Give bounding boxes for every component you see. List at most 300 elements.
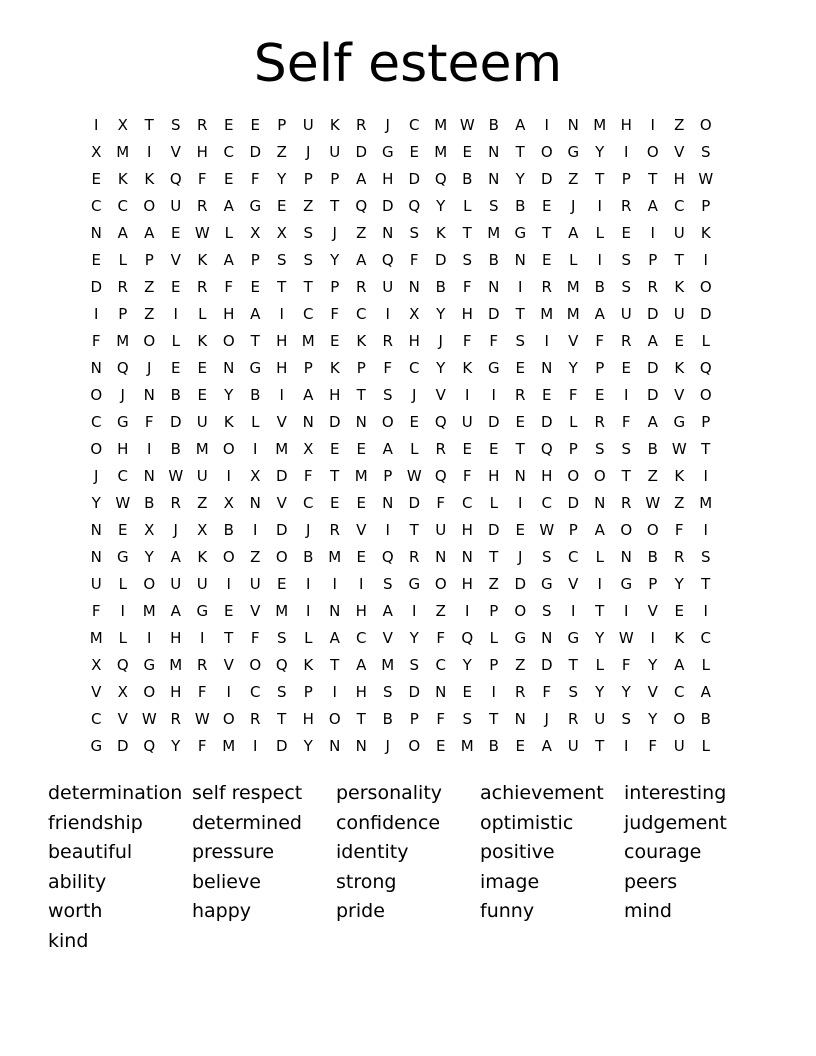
grid-letter: M	[354, 467, 368, 485]
grid-letter: I	[597, 575, 602, 593]
grid-letter: F	[462, 467, 472, 485]
grid-letter: S	[409, 224, 420, 242]
grid-letter: B	[462, 170, 473, 188]
word-list-item: worth	[48, 900, 103, 922]
grid-letter: W	[645, 494, 661, 512]
grid-letter: V	[647, 602, 658, 620]
grid-letter: Y	[224, 386, 234, 404]
grid-letter: U	[302, 116, 314, 134]
grid-row	[83, 544, 719, 571]
grid-letter: T	[356, 710, 366, 728]
word-list-item: confidence	[336, 811, 441, 834]
grid-letter: P	[118, 305, 128, 323]
grid-letter: P	[303, 683, 313, 701]
grid-letter: R	[197, 197, 208, 215]
grid-letter: Y	[595, 629, 605, 647]
grid-letter: P	[303, 359, 313, 377]
grid-letter: D	[487, 521, 500, 539]
grid-letter: K	[197, 332, 208, 350]
grid-letter: L	[595, 548, 604, 566]
grid-row	[83, 625, 719, 652]
grid-letter: T	[515, 305, 525, 323]
grid-letter: I	[703, 251, 708, 269]
grid-letter: L	[304, 629, 313, 647]
grid-letter: S	[276, 629, 287, 647]
grid-letter: D	[408, 683, 421, 701]
grid-letter: L	[224, 224, 233, 242]
grid-letter: I	[465, 602, 470, 620]
grid-letter: X	[250, 224, 261, 242]
grid-letter: E	[171, 278, 181, 296]
grid-letter: V	[568, 575, 579, 593]
grid-letter: V	[674, 386, 685, 404]
grid-letter: Q	[434, 170, 447, 188]
grid-letter: V	[356, 521, 367, 539]
grid-letter: A	[700, 683, 711, 701]
grid-letter: K	[435, 224, 446, 242]
grid-letter: N	[90, 521, 102, 539]
grid-letter: U	[382, 278, 394, 296]
grid-letter: Z	[144, 278, 155, 296]
grid-letter: U	[461, 413, 473, 431]
grid-letter: H	[355, 602, 367, 620]
grid-letter: T	[330, 467, 340, 485]
grid-letter: S	[488, 197, 499, 215]
grid-row	[83, 274, 719, 301]
grid-row	[83, 463, 719, 490]
grid-row	[83, 112, 719, 139]
word-list-item: pride	[336, 900, 385, 922]
grid-letter: A	[356, 170, 367, 188]
grid-letter: H	[170, 629, 182, 647]
grid-letter: T	[515, 143, 525, 161]
grid-letter: E	[409, 143, 419, 161]
grid-letter: L	[701, 332, 710, 350]
grid-letter: A	[223, 251, 234, 269]
grid-letter: L	[701, 656, 710, 674]
grid-letter: O	[249, 656, 262, 674]
grid-letter: G	[381, 143, 394, 161]
grid-letter: R	[382, 332, 393, 350]
grid-letter: E	[674, 602, 684, 620]
grid-letter: E	[330, 332, 340, 350]
grid-letter: M	[487, 224, 501, 242]
grid-letter: I	[518, 278, 523, 296]
grid-letter: S	[541, 548, 552, 566]
grid-letter: I	[253, 737, 258, 755]
grid-letter: D	[275, 737, 288, 755]
grid-letter: F	[648, 737, 658, 755]
grid-letter: J	[94, 467, 99, 485]
grid-letter: C	[674, 683, 685, 701]
grid-letter: D	[355, 143, 368, 161]
grid-letter: U	[170, 197, 182, 215]
grid-letter: T	[277, 278, 287, 296]
grid-letter: Z	[674, 116, 685, 134]
grid-letter: S	[621, 278, 632, 296]
grid-letter: K	[223, 413, 234, 431]
grid-letter: F	[91, 332, 101, 350]
grid-letter: D	[434, 251, 447, 269]
grid-letter: D	[646, 305, 659, 323]
grid-letter: I	[703, 521, 708, 539]
grid-letter: G	[249, 359, 262, 377]
grid-letter: Q	[381, 251, 394, 269]
grid-letter: O	[646, 143, 659, 161]
grid-letter: K	[674, 629, 685, 647]
grid-letter: I	[279, 386, 284, 404]
grid-letter: R	[435, 440, 446, 458]
grid-letter: F	[436, 629, 446, 647]
grid-letter: M	[381, 656, 395, 674]
grid-letter: N	[435, 683, 447, 701]
grid-letter: F	[489, 332, 499, 350]
word-list-item: strong	[336, 870, 397, 893]
grid-letter: B	[488, 251, 499, 269]
grid-letter: X	[117, 683, 128, 701]
grid-letter: A	[515, 116, 526, 134]
grid-letter: H	[223, 305, 235, 323]
grid-letter: Z	[674, 494, 685, 512]
grid-letter: S	[409, 656, 420, 674]
grid-letter: E	[330, 494, 340, 512]
grid-letter: O	[699, 116, 712, 134]
word-list-item: self respect	[192, 782, 303, 804]
grid-letter: S	[382, 575, 393, 593]
grid-letter: N	[488, 143, 500, 161]
grid-letter: O	[222, 332, 235, 350]
grid-letter: S	[462, 710, 473, 728]
grid-letter: K	[462, 359, 473, 377]
grid-row	[83, 382, 719, 409]
grid-letter: T	[489, 710, 499, 728]
grid-letter: I	[597, 197, 602, 215]
grid-letter: I	[544, 116, 549, 134]
grid-letter: T	[701, 440, 711, 458]
grid-letter: O	[222, 440, 235, 458]
grid-letter: Y	[91, 494, 101, 512]
grid-letter: E	[224, 602, 234, 620]
grid-letter: F	[436, 494, 446, 512]
grid-letter: H	[276, 359, 288, 377]
grid-letter: D	[381, 197, 394, 215]
grid-letter: O	[143, 575, 156, 593]
grid-letter: S	[303, 224, 314, 242]
grid-letter: N	[329, 737, 341, 755]
grid-letter: A	[674, 656, 685, 674]
grid-letter: E	[542, 251, 552, 269]
grid-letter: D	[540, 413, 553, 431]
grid-letter: P	[648, 251, 658, 269]
grid-letter: W	[459, 116, 475, 134]
grid-letter: E	[436, 737, 446, 755]
grid-letter: G	[90, 737, 103, 755]
grid-letter: Q	[540, 440, 553, 458]
grid-letter: P	[409, 710, 419, 728]
grid-letter: I	[703, 602, 708, 620]
grid-letter: F	[383, 359, 393, 377]
grid-letter: E	[515, 521, 525, 539]
grid-letter: R	[568, 710, 579, 728]
grid-letter: R	[621, 494, 632, 512]
grid-letter: O	[646, 521, 659, 539]
grid-letter: K	[117, 170, 128, 188]
grid-letter: D	[275, 521, 288, 539]
letter-grid	[83, 112, 719, 760]
grid-letter: R	[647, 278, 658, 296]
grid-letter: Q	[169, 170, 182, 188]
grid-letter: H	[302, 710, 314, 728]
grid-letter: R	[250, 710, 261, 728]
grid-letter: I	[624, 143, 629, 161]
grid-letter: O	[699, 386, 712, 404]
grid-letter: P	[383, 467, 393, 485]
grid-letter: N	[514, 467, 526, 485]
grid-letter: F	[250, 629, 260, 647]
word-list-item: funny	[480, 900, 535, 922]
grid-letter: G	[196, 602, 209, 620]
grid-letter: Y	[330, 251, 340, 269]
grid-letter: K	[700, 224, 711, 242]
grid-letter: D	[540, 656, 553, 674]
word-list-item: peers	[624, 870, 678, 893]
grid-row	[83, 166, 719, 193]
grid-letter: O	[540, 143, 553, 161]
grid-letter: T	[277, 710, 287, 728]
grid-letter: K	[197, 548, 208, 566]
grid-row	[83, 409, 719, 436]
grid-letter: Z	[568, 170, 579, 188]
grid-letter: E	[224, 170, 234, 188]
grid-letter: V	[250, 602, 261, 620]
grid-letter: N	[620, 548, 632, 566]
grid-letter: I	[279, 305, 284, 323]
grid-letter: R	[170, 710, 181, 728]
grid-letter: G	[143, 656, 156, 674]
grid-letter: A	[382, 602, 393, 620]
grid-letter: E	[197, 386, 207, 404]
grid-letter: T	[409, 521, 419, 539]
grid-letter: E	[330, 440, 340, 458]
grid-row	[83, 139, 719, 166]
grid-row	[83, 355, 719, 382]
grid-letter: X	[91, 143, 102, 161]
grid-letter: E	[542, 197, 552, 215]
grid-letter: K	[197, 251, 208, 269]
grid-letter: I	[147, 629, 152, 647]
grid-letter: X	[144, 521, 155, 539]
grid-letter: H	[620, 116, 632, 134]
grid-letter: T	[621, 467, 631, 485]
grid-letter: A	[303, 386, 314, 404]
grid-letter: G	[567, 629, 580, 647]
grid-letter: Y	[595, 143, 605, 161]
grid-letter: M	[89, 629, 103, 647]
word-list-item: judgement	[624, 811, 727, 834]
grid-letter: F	[674, 521, 684, 539]
grid-letter: X	[303, 440, 314, 458]
grid-letter: B	[223, 521, 234, 539]
grid-letter: Z	[250, 548, 261, 566]
grid-letter: Q	[143, 737, 156, 755]
grid-letter: G	[673, 413, 686, 431]
grid-letter: E	[409, 413, 419, 431]
grid-letter: E	[250, 278, 260, 296]
grid-letter: I	[306, 602, 311, 620]
grid-letter: I	[173, 305, 178, 323]
grid-letter: A	[144, 224, 155, 242]
grid-letter: V	[276, 413, 287, 431]
grid-letter: H	[276, 332, 288, 350]
grid-letter: Q	[461, 629, 474, 647]
word-list-item: pressure	[192, 841, 275, 863]
grid-letter: N	[302, 413, 314, 431]
grid-letter: V	[435, 386, 446, 404]
grid-letter: I	[253, 521, 258, 539]
grid-letter: G	[116, 548, 129, 566]
grid-letter: E	[462, 143, 472, 161]
grid-letter: R	[594, 413, 605, 431]
word-list-item: friendship	[48, 811, 143, 834]
grid-letter: K	[329, 116, 340, 134]
grid-letter: I	[571, 602, 576, 620]
grid-letter: W	[618, 629, 634, 647]
grid-letter: L	[118, 575, 127, 593]
grid-letter: L	[198, 305, 207, 323]
grid-letter: D	[408, 494, 421, 512]
grid-letter: C	[409, 116, 420, 134]
grid-letter: Z	[647, 467, 658, 485]
grid-letter: A	[356, 251, 367, 269]
grid-letter: I	[650, 224, 655, 242]
grid-letter: H	[461, 305, 473, 323]
grid-letter: N	[90, 359, 102, 377]
grid-letter: M	[195, 440, 209, 458]
grid-letter: C	[117, 197, 128, 215]
grid-letter: F	[462, 278, 472, 296]
grid-letter: C	[409, 359, 420, 377]
grid-letter: I	[306, 575, 311, 593]
grid-letter: Y	[277, 170, 287, 188]
grid-letter: C	[462, 494, 473, 512]
grid-letter: A	[647, 413, 658, 431]
grid-letter: V	[276, 494, 287, 512]
grid-row	[83, 652, 719, 679]
grid-letter: Y	[409, 629, 419, 647]
grid-letter: G	[514, 629, 527, 647]
grid-letter: I	[200, 629, 205, 647]
grid-letter: P	[489, 656, 499, 674]
grid-letter: F	[568, 386, 578, 404]
grid-row	[83, 598, 719, 625]
grid-letter: E	[542, 386, 552, 404]
grid-letter: D	[699, 305, 712, 323]
grid-letter: I	[332, 575, 337, 593]
grid-letter: N	[223, 359, 235, 377]
grid-letter: A	[568, 224, 579, 242]
grid-letter: P	[595, 359, 605, 377]
grid-letter: B	[594, 278, 605, 296]
grid-letter: G	[249, 197, 262, 215]
grid-letter: L	[463, 197, 472, 215]
grid-letter: O	[143, 332, 156, 350]
grid-letter: E	[515, 413, 525, 431]
grid-letter: R	[197, 116, 208, 134]
grid-letter: P	[250, 251, 260, 269]
grid-letter: W	[115, 494, 131, 512]
grid-letter: Z	[488, 575, 499, 593]
grid-letter: S	[700, 548, 711, 566]
grid-letter: N	[514, 710, 526, 728]
grid-letter: E	[197, 359, 207, 377]
grid-letter: C	[303, 305, 314, 323]
word-list-item: interesting	[624, 782, 727, 804]
grid-letter: Q	[408, 197, 421, 215]
grid-letter: C	[435, 656, 446, 674]
grid-letter: A	[117, 224, 128, 242]
grid-letter: E	[91, 170, 101, 188]
grid-letter: Y	[595, 683, 605, 701]
grid-letter: M	[434, 143, 448, 161]
grid-letter: P	[701, 413, 711, 431]
grid-letter: Q	[699, 359, 712, 377]
grid-letter: F	[409, 251, 419, 269]
grid-letter: S	[568, 683, 579, 701]
grid-letter: D	[169, 413, 182, 431]
grid-letter: M	[275, 602, 289, 620]
grid-letter: I	[226, 575, 231, 593]
grid-letter: W	[698, 170, 714, 188]
grid-letter: H	[541, 467, 553, 485]
grid-letter: O	[408, 737, 421, 755]
word-list-item: identity	[336, 841, 409, 863]
grid-letter: J	[412, 386, 417, 404]
grid-letter: G	[408, 575, 421, 593]
grid-letter: S	[276, 251, 287, 269]
grid-letter: W	[168, 467, 184, 485]
grid-letter: F	[595, 332, 605, 350]
grid-letter: T	[144, 116, 154, 134]
grid-letter: A	[594, 521, 605, 539]
grid-letter: T	[303, 278, 313, 296]
grid-letter: Y	[674, 575, 684, 593]
grid-letter: F	[621, 656, 631, 674]
grid-letter: U	[196, 575, 208, 593]
grid-letter: V	[170, 143, 181, 161]
grid-letter: Y	[171, 737, 181, 755]
grid-letter: U	[329, 143, 341, 161]
grid-letter: O	[222, 548, 235, 566]
grid-letter: B	[515, 197, 526, 215]
grid-letter: B	[170, 440, 181, 458]
grid-letter: C	[303, 494, 314, 512]
grid-letter: O	[673, 710, 686, 728]
grid-letter: D	[249, 143, 262, 161]
grid-letter: S	[621, 710, 632, 728]
grid-letter: V	[91, 683, 102, 701]
grid-letter: N	[435, 548, 447, 566]
grid-letter: Y	[568, 359, 578, 377]
grid-letter: H	[170, 683, 182, 701]
grid-letter: R	[409, 548, 420, 566]
grid-letter: R	[197, 278, 208, 296]
grid-letter: S	[700, 143, 711, 161]
grid-letter: Q	[116, 656, 129, 674]
grid-letter: F	[144, 413, 154, 431]
grid-letter: A	[170, 548, 181, 566]
grid-letter: L	[171, 332, 180, 350]
grid-letter: U	[196, 467, 208, 485]
